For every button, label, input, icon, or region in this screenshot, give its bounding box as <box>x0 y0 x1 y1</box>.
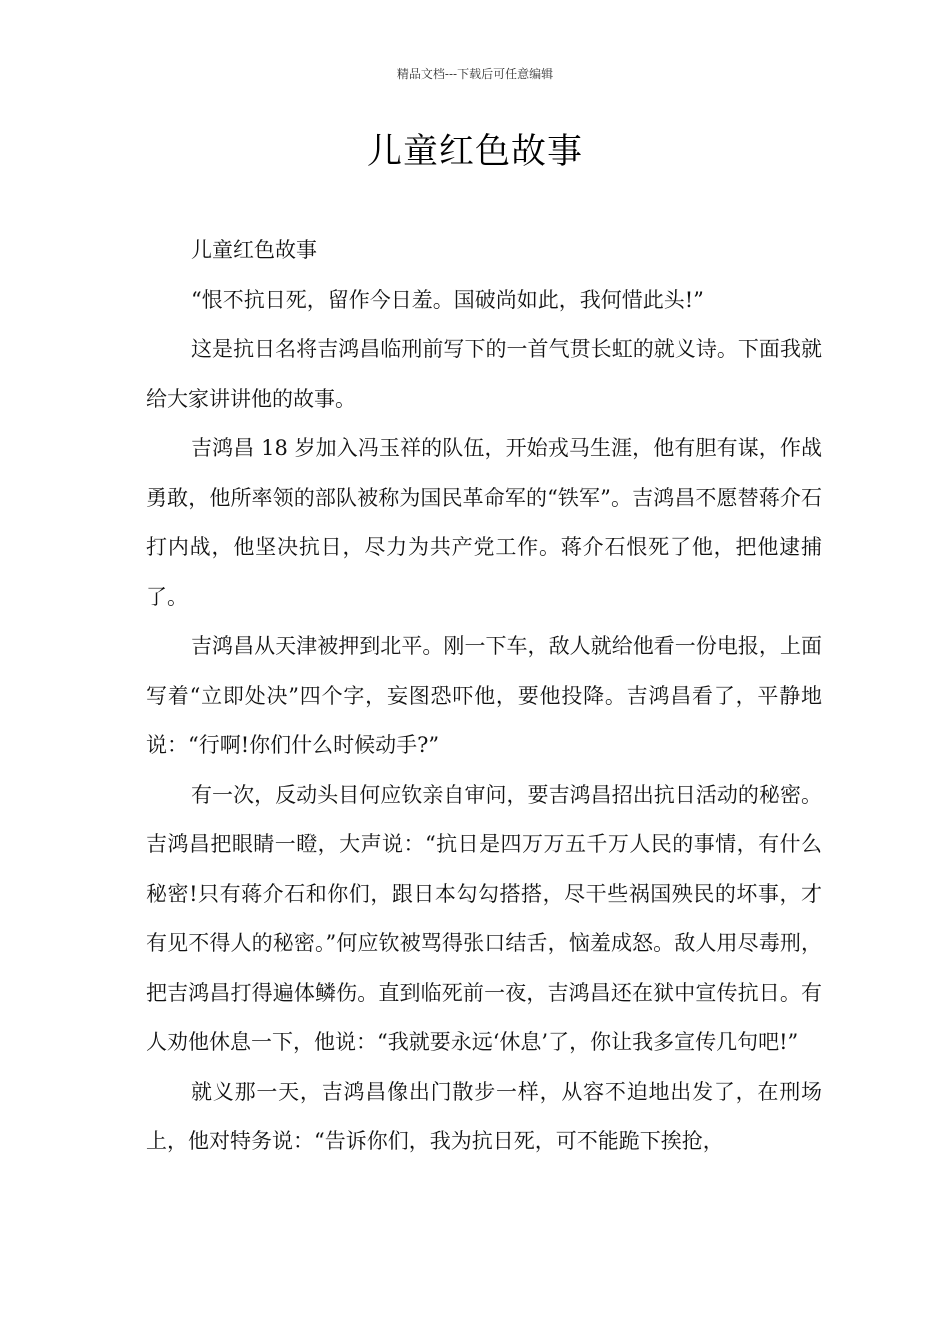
paragraph-execution: 就义那一天，吉鸿昌像出门散步一样，从容不迫地出发了，在刑场上，他对特务说：“告诉你们，我为抗日死，可不能跪下挨抢， <box>146 1079 822 1153</box>
paragraph-intro: 这是抗日名将吉鸿昌临刑前写下的一首气贯长虹的就义诗。下面我就给大家讲讲他的故事。 <box>146 337 822 411</box>
document-title: 儿童红色故事 <box>366 132 583 172</box>
paragraph-arrest: 吉鸿昌从天津被押到北平。刚一下车，敌人就给他看一份电报，上面写着“立即处决”四个字，妄图恐吓他，要他投降。吉鸿昌看了，平静地说：“行啊!你们什么时候动手?” <box>146 634 822 757</box>
document-body <box>146 226 822 1167</box>
paragraph-interrogation: 有一次，反动头目何应钦亲自审问，要吉鸿昌招出抗日活动的秘密。吉鸿昌把眼睛一瞪，大声说：“抗日是四万万五千万人民的事情，有什么秘密!只有蒋介石和你们，跟日本勾勾搭搭，尽干些祸国殃民的坏事，才有见不得人的秘密。”何应钦被骂得张口结舌，恼羞成怒。敌人用尽毒刑，把吉鸿昌打得遍体鳞伤。直到临死前一夜，吉鸿昌还在狱中宣传抗日。有人劝他休息一下，他说：“我就要永远‘休息’了，你让我多宣传几句吧!” <box>146 782 822 1054</box>
page-header: 精品文档---下载后可任意编辑 <box>396 67 554 81</box>
paragraph-background: 吉鸿昌 18 岁加入冯玉祥的队伍，开始戎马生涯，他有胆有谋，作战勇敢，他所率领的部队被称为国民革命军的“铁军”。吉鸿昌不愿替蒋介石打内战，他坚决抗日，尽力为共产党工作。蒋介石恨死了他，把他逮捕了。 <box>146 436 822 609</box>
paragraph-subtitle: 儿童红色故事 <box>191 238 317 262</box>
paragraph-poem: “恨不抗日死，留作今日羞。国破尚如此，我何惜此头!” <box>191 287 704 312</box>
